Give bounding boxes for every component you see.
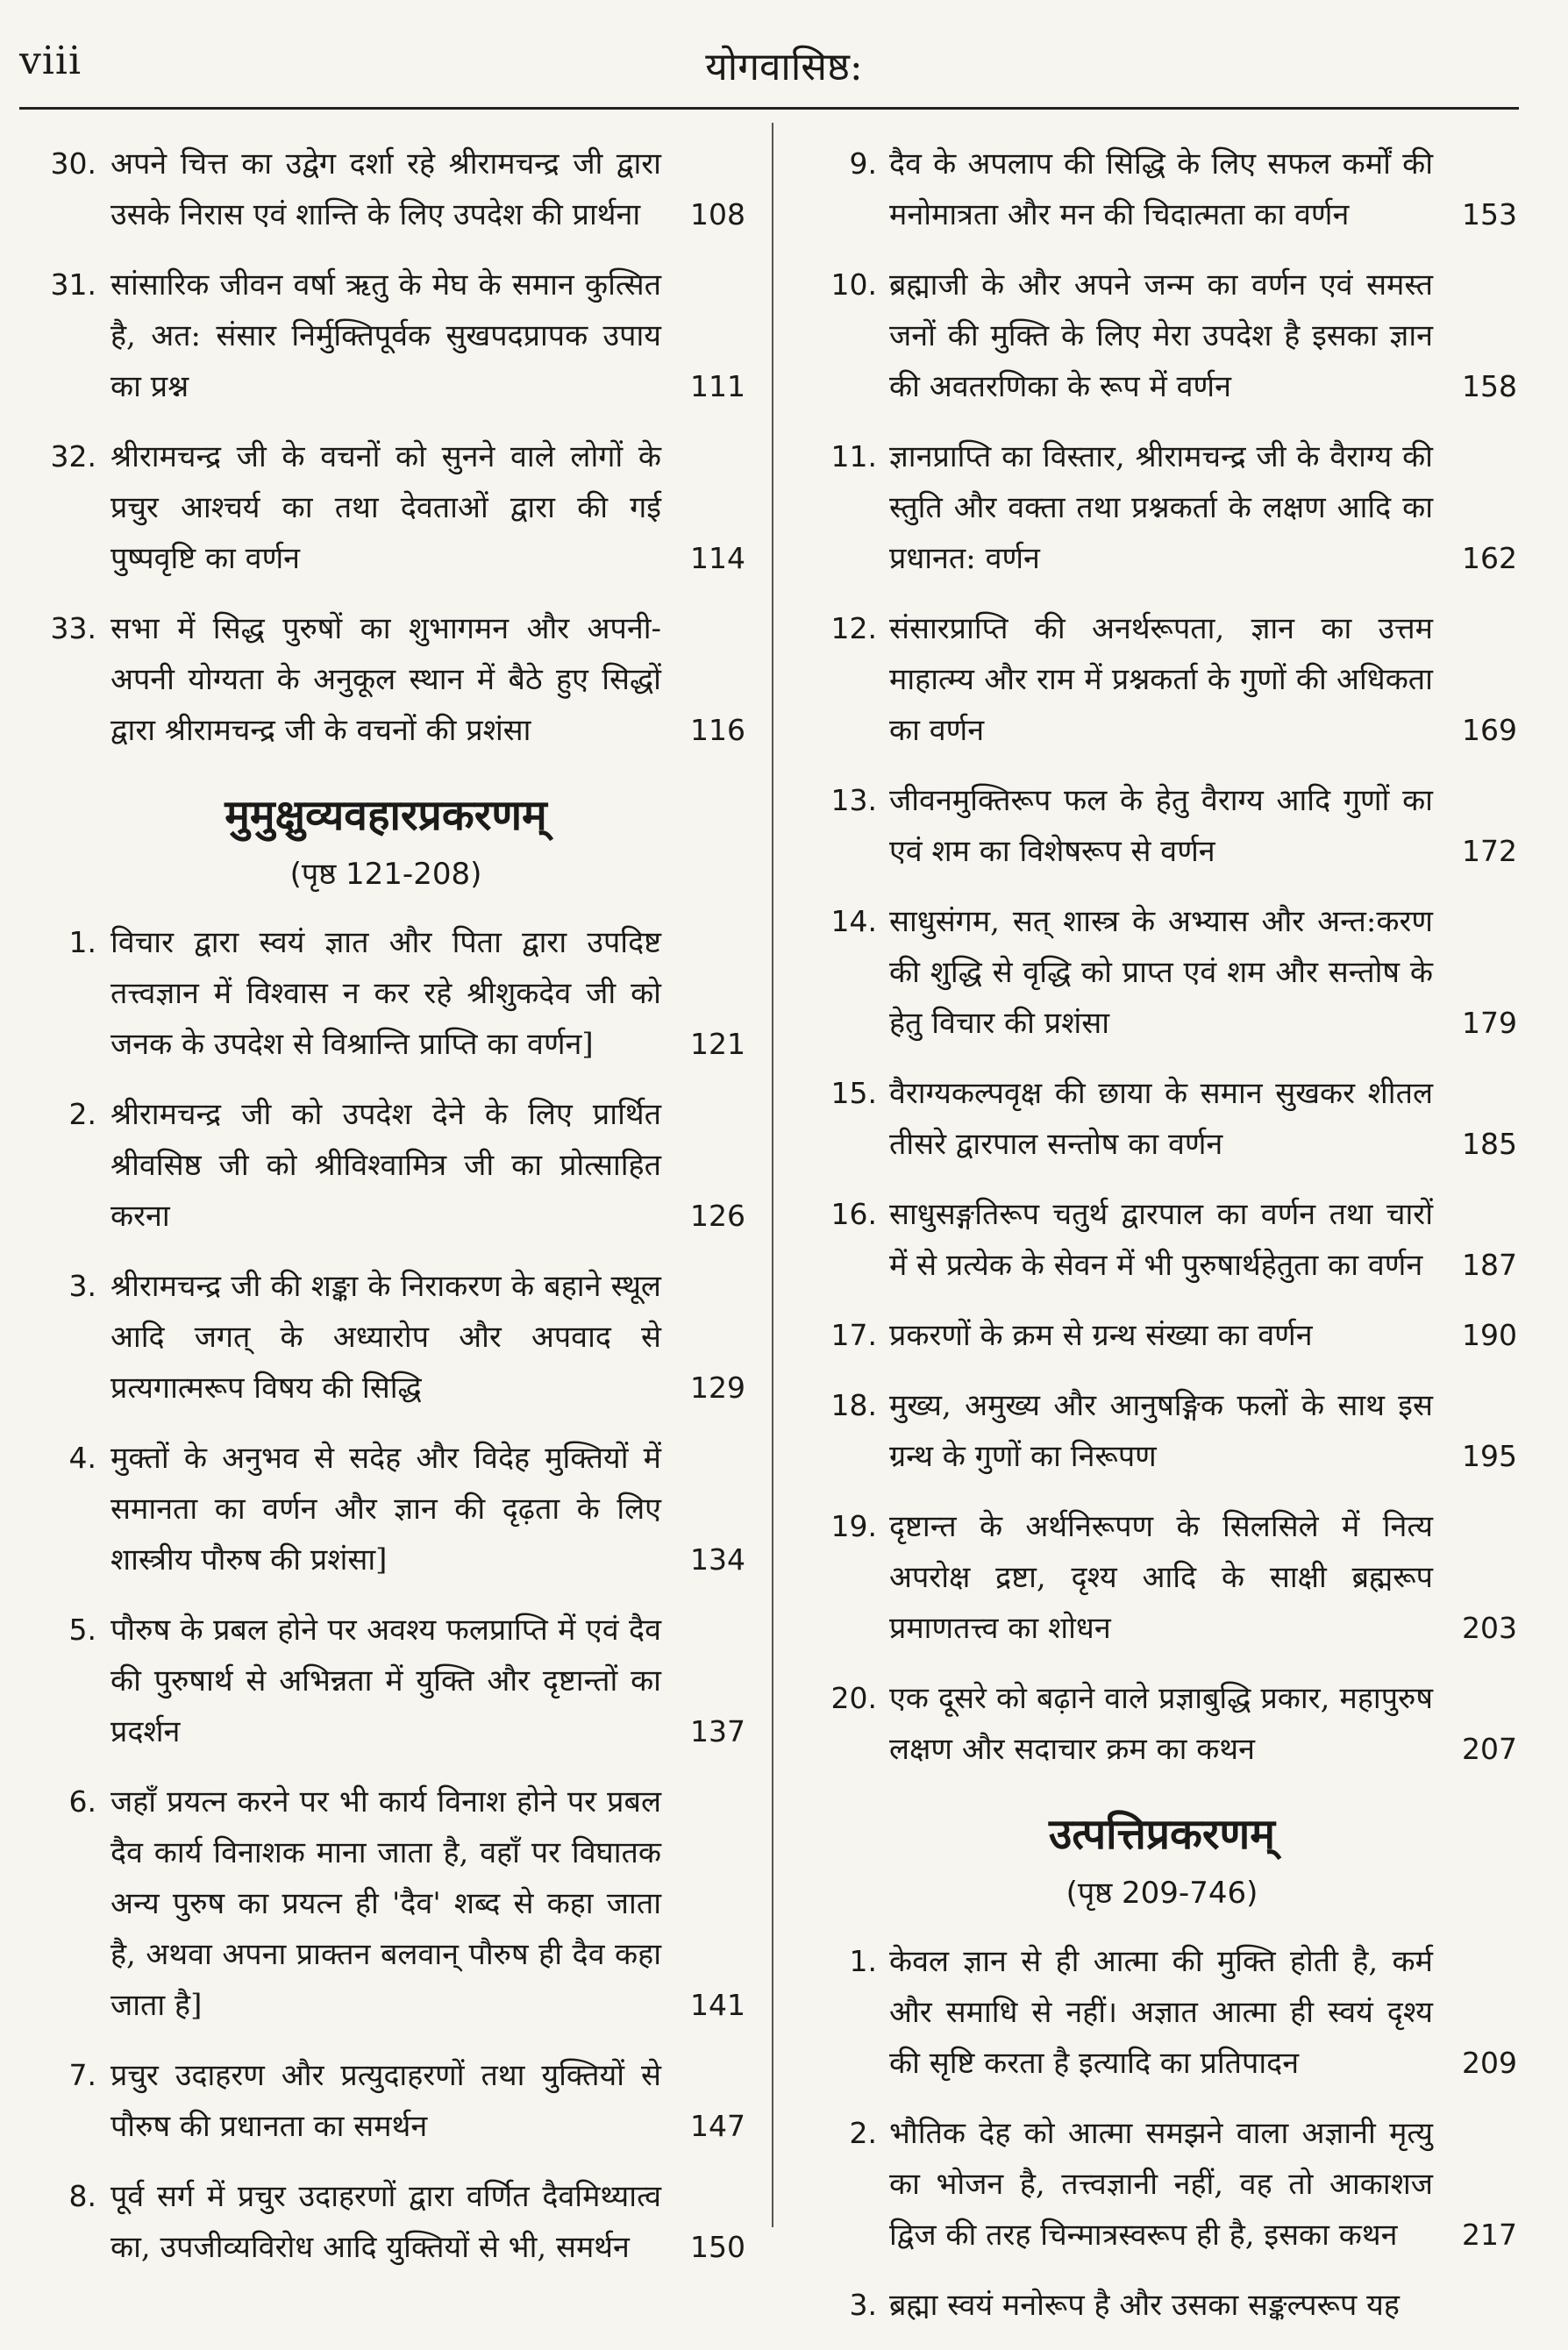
toc-entry bbox=[807, 260, 1517, 412]
right-entries-top bbox=[807, 139, 1517, 1775]
right-entries-bottom bbox=[807, 1936, 1517, 2331]
entry-page-number: 203 bbox=[1450, 1603, 1517, 1654]
toc-entry bbox=[26, 2050, 745, 2152]
entry-text: प्रकरणों के क्रम से ग्रन्थ संख्या का वर्णन bbox=[889, 1318, 1313, 1353]
entry-text: ज्ञानप्राप्ति का विस्तार, श्रीरामचन्द्र जी के वैराग्य की स्तुति और वक्ता तथा प्रश्नकर्ता के लक्षण आदि का प्रधानत: वर्णन bbox=[889, 439, 1433, 576]
section-title: मुमुक्षुव्यवहारप्रकरणम् bbox=[225, 791, 547, 840]
entry-text: विचार द्वारा स्वयं ज्ञात और पिता द्वारा उपदिष्ट तत्त्वज्ञान में विश्वास न कर रहे श्रीशुकदेव जी को जनक के उपदेश से विश्रान्ति प्राप्ति का वर्णन] bbox=[110, 925, 661, 1062]
entry-number: 6. bbox=[68, 1784, 96, 1819]
toc-entry bbox=[26, 1261, 745, 1414]
entry-text: सांसारिक जीवन वर्षा ऋतु के मेघ के समान कुत्सित है, अत: संसार निर्मुक्तिपूर्वक सुखपदप्रापक उपाय का प्रश्न bbox=[110, 267, 661, 404]
toc-entry bbox=[807, 1380, 1517, 1482]
section-heading-utpatti bbox=[807, 1806, 1517, 1915]
entry-number: 4. bbox=[68, 1441, 96, 1475]
entry-page-number: 108 bbox=[678, 189, 745, 240]
toc-entry bbox=[26, 260, 745, 412]
entry-text: भौतिक देह को आत्मा समझने वाला अज्ञानी मृत्यु का भोजन है, तत्त्वज्ञानी नहीं, वह तो आकाशज द्विज की तरह चिन्मात्रस्वरूप ही है, इसका कथन bbox=[889, 2116, 1433, 2253]
entry-page-number: 114 bbox=[678, 533, 745, 584]
entry-text: प्रचुर उदाहरण और प्रत्युदाहरणों तथा युक्तियों से पौरुष की प्रधानता का समर्थन bbox=[110, 2058, 661, 2144]
entry-page-number: 150 bbox=[678, 2222, 745, 2273]
toc-entry bbox=[807, 1936, 1517, 2089]
entry-page-number: 121 bbox=[678, 1019, 745, 1070]
page-header bbox=[0, 0, 1568, 114]
entry-page-number: 187 bbox=[1450, 1240, 1517, 1291]
entry-text: पौरुष के प्रबल होने पर अवश्य फलप्राप्ति में एवं दैव की पुरुषार्थ से अभिन्नता में युक्ति और दृष्टान्तों का प्रदर्शन bbox=[110, 1613, 661, 1749]
toc-entry bbox=[26, 1777, 745, 2031]
column-divider bbox=[772, 123, 773, 2227]
entry-text: दैव के अपलाप की सिद्धि के लिए सफल कर्मों की मनोमात्रता और मन की चिदात्मता का वर्णन bbox=[889, 146, 1433, 232]
toc-entry bbox=[26, 1605, 745, 1757]
entry-page-number: 158 bbox=[1450, 361, 1517, 412]
entry-text: मुख्य, अमुख्य और आनुषङ्गिक फलों के साथ इस ग्रन्थ के गुणों का निरूपण bbox=[889, 1388, 1433, 1474]
entry-number: 20. bbox=[830, 1681, 877, 1715]
entry-page-number: 179 bbox=[1450, 998, 1517, 1049]
entry-number: 14. bbox=[830, 904, 877, 938]
entry-page-number: 137 bbox=[678, 1706, 745, 1757]
toc-entry bbox=[807, 2108, 1517, 2261]
entry-text: केवल ज्ञान से ही आत्मा की मुक्ति होती है, कर्म और समाधि से नहीं। अज्ञात आत्मा ही स्वयं दृश्य की सृष्टि करता है इत्यादि का प्रतिपादन bbox=[889, 1944, 1433, 2081]
entry-text: मुक्तों के अनुभव से सदेह और विदेह मुक्तियों में समानता का वर्णन और ज्ञान की दृढ़ता के लिए शास्त्रीय पौरुष की प्रशंसा] bbox=[110, 1441, 661, 1577]
entry-number: 19. bbox=[830, 1509, 877, 1543]
entry-page-number: 209 bbox=[1450, 2038, 1517, 2089]
entry-text: श्रीरामचन्द्र जी के वचनों को सुनने वाले लोगों के प्रचुर आश्चर्य का तथा देवताओं द्वारा की गई पुष्पवृष्टि का वर्णन bbox=[110, 439, 661, 576]
entry-page-number: 169 bbox=[1450, 705, 1517, 756]
page-number: viii bbox=[19, 39, 82, 83]
right-column bbox=[807, 139, 1517, 2350]
left-column bbox=[26, 139, 745, 2292]
entry-text: दृष्टान्त के अर्थनिरूपण के सिलसिले में नित्य अपरोक्ष द्रष्टा, दृश्य आदि के साक्षी ब्रह्मरूप प्रमाणतत्त्व का शोधन bbox=[889, 1509, 1433, 1646]
toc-entry bbox=[26, 431, 745, 584]
toc-entry bbox=[807, 1068, 1517, 1170]
toc-entry bbox=[807, 775, 1517, 877]
toc-entry bbox=[807, 1673, 1517, 1775]
entry-text: एक दूसरे को बढ़ाने वाले प्रज्ञाबुद्धि प्रकार, महापुरुष लक्षण और सदाचार क्रम का कथन bbox=[889, 1681, 1433, 1767]
entry-page-number: 111 bbox=[678, 361, 745, 412]
entry-page-number: 185 bbox=[1450, 1119, 1517, 1170]
entry-number: 1. bbox=[68, 925, 96, 959]
entry-number: 32. bbox=[50, 439, 96, 474]
entry-text: साधुसंगम, सत् शास्त्र के अभ्यास और अन्त:करण की शुद्धि से वृद्धि को प्राप्त एवं शम और सन्तोष के हेतु विचार की प्रशंसा bbox=[889, 904, 1433, 1041]
toc-entry bbox=[807, 139, 1517, 240]
entry-page-number: 217 bbox=[1450, 2210, 1517, 2261]
entry-page-number: 172 bbox=[1450, 826, 1517, 877]
entry-number: 2. bbox=[68, 1097, 96, 1131]
entry-text: ब्रह्मा स्वयं मनोरूप है और उसका सङ्कल्परूप यह bbox=[889, 2288, 1400, 2323]
toc-entry bbox=[26, 139, 745, 240]
toc-entry bbox=[807, 1310, 1517, 1361]
header-rule bbox=[19, 107, 1519, 110]
entry-text: संसारप्राप्ति की अनर्थरूपता, ज्ञान का उत्तम माहात्म्य और राम में प्रश्नकर्ता के गुणों की अधिकता का वर्णन bbox=[889, 611, 1433, 748]
entry-page-number: 162 bbox=[1450, 533, 1517, 584]
entry-page-number: 134 bbox=[678, 1535, 745, 1585]
toc-entry bbox=[26, 2171, 745, 2273]
toc-entry bbox=[807, 1501, 1517, 1654]
entry-page-number: 190 bbox=[1450, 1310, 1517, 1361]
entry-page-number: 129 bbox=[678, 1363, 745, 1414]
entry-page-number: 153 bbox=[1450, 189, 1517, 240]
entry-number: 2. bbox=[849, 2116, 877, 2150]
entry-text: श्रीरामचन्द्र जी की शङ्का के निराकरण के बहाने स्थूल आदि जगत् के अध्यारोप और अपवाद से प्रत्यगात्मरूप विषय की सिद्धि bbox=[110, 1269, 661, 1406]
entry-text: साधुसङ्गतिरूप चतुर्थ द्वारपाल का वर्णन तथा चारों में से प्रत्येक के सेवन में भी पुरुषार्थहेतुता का वर्णन bbox=[889, 1197, 1433, 1283]
toc-entry bbox=[807, 2280, 1517, 2331]
section-page-range: (पृष्ठ 209-746) bbox=[1066, 1876, 1258, 1911]
entry-number: 16. bbox=[830, 1197, 877, 1231]
entry-number: 17. bbox=[830, 1318, 877, 1352]
toc-entry bbox=[807, 896, 1517, 1049]
entry-text: ब्रह्माजी के और अपने जन्म का वर्णन एवं समस्त जनों की मुक्ति के लिए मेरा उपदेश है इसका ज्ञान की अवतरणिका के रूप में वर्णन bbox=[889, 267, 1433, 404]
toc-entry bbox=[26, 603, 745, 756]
entry-text: अपने चित्त का उद्वेग दर्शा रहे श्रीरामचन्द्र जी द्वारा उसके निरास एवं शान्ति के लिए उपदेश की प्रार्थना bbox=[110, 146, 661, 232]
entry-number: 31. bbox=[50, 267, 96, 302]
section-heading-mumukshu bbox=[26, 787, 745, 896]
entry-number: 8. bbox=[68, 2179, 96, 2213]
toc-entry bbox=[26, 917, 745, 1070]
entry-text: वैराग्यकल्पवृक्ष की छाया के समान सुखकर शीतल तीसरे द्वारपाल सन्तोष का वर्णन bbox=[889, 1076, 1433, 1162]
entry-page-number: 207 bbox=[1450, 1724, 1517, 1775]
entry-text: श्रीरामचन्द्र जी को उपदेश देने के लिए प्रार्थित श्रीवसिष्ठ जी को श्रीविश्वामित्र जी का प्रोत्साहित करना bbox=[110, 1097, 661, 1234]
entry-number: 9. bbox=[849, 146, 877, 181]
entry-number: 15. bbox=[830, 1076, 877, 1110]
section-title: उत्पत्तिप्रकरणम् bbox=[1049, 1810, 1275, 1859]
left-entries-bottom bbox=[26, 917, 745, 2273]
entry-page-number: 126 bbox=[678, 1191, 745, 1242]
entry-text: जीवनमुक्तिरूप फल के हेतु वैराग्य आदि गुणों का एवं शम का विशेषरूप से वर्णन bbox=[889, 783, 1433, 869]
entry-number: 18. bbox=[830, 1388, 877, 1422]
toc-entry bbox=[26, 1089, 745, 1242]
entry-number: 3. bbox=[68, 1269, 96, 1303]
running-title: योगवासिष्ठ: bbox=[705, 45, 863, 89]
toc-entry bbox=[26, 1433, 745, 1585]
entry-page-number: 195 bbox=[1450, 1431, 1517, 1482]
entry-number: 30. bbox=[50, 146, 96, 181]
entry-number: 7. bbox=[68, 2058, 96, 2092]
entry-text: जहाँ प्रयत्न करने पर भी कार्य विनाश होने पर प्रबल दैव कार्य विनाशक माना जाता है, वहाँ पर विघातक अन्य पुरुष का प्रयत्न ही 'दैव' शब्द से कहा जाता है, अथवा अपना प्राक्तन बलवान् पौरुष ही दैव कहा जाता है] bbox=[110, 1784, 661, 2023]
entry-number: 33. bbox=[50, 611, 96, 645]
toc-entry bbox=[807, 603, 1517, 756]
entry-page-number: 147 bbox=[678, 2101, 745, 2152]
entry-text: सभा में सिद्ध पुरुषों का शुभागमन और अपनी-अपनी योग्यता के अनुकूल स्थान में बैठे हुए सिद्धों द्वारा श्रीरामचन्द्र जी के वचनों की प्रशंसा bbox=[110, 611, 661, 748]
entry-text: पूर्व सर्ग में प्रचुर उदाहरणों द्वारा वर्णित दैवमिथ्यात्व का, उपजीव्यविरोध आदि युक्तियों से भी, समर्थन bbox=[110, 2179, 661, 2265]
entry-number: 13. bbox=[830, 783, 877, 817]
entry-page-number: 141 bbox=[678, 1980, 745, 2031]
entry-number: 12. bbox=[830, 611, 877, 645]
entry-page-number: 116 bbox=[678, 705, 745, 756]
entry-number: 5. bbox=[68, 1613, 96, 1647]
entry-number: 3. bbox=[849, 2288, 877, 2322]
toc-entry bbox=[807, 431, 1517, 584]
toc-entry bbox=[807, 1189, 1517, 1291]
entry-number: 10. bbox=[830, 267, 877, 302]
section-page-range: (पृष्ठ 121-208) bbox=[289, 857, 482, 892]
entry-number: 11. bbox=[830, 439, 877, 474]
left-entries-top bbox=[26, 139, 745, 756]
entry-number: 1. bbox=[849, 1944, 877, 1978]
